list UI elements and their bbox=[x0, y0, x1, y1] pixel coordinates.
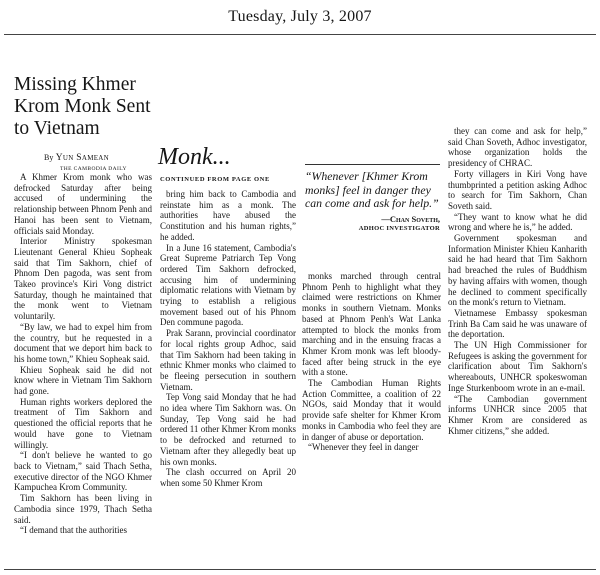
byline-author: Yun Samean bbox=[55, 153, 110, 163]
byline-publication: THE CAMBODIA DAILY bbox=[60, 166, 127, 172]
top-rule bbox=[4, 34, 596, 35]
publication-date: Tuesday, July 3, 2007 bbox=[228, 8, 372, 25]
paragraph: “I demand that the authorities bbox=[20, 525, 127, 536]
paragraph: Human rights workers deplored the treatment of Tim Sakhorn and questioned the official reports that he would have gone to Vietnam willingly. bbox=[14, 396, 152, 450]
pull-quote-role: ADHOC INVESTIGATOR bbox=[358, 224, 440, 232]
headline: Missing Khmer Krom Monk Sent to Vietnam bbox=[14, 74, 151, 139]
paragraph: “By law, we had to expel him from the country, but he requested in a document that we deport him back to his home town,” Khieu Sopheak said. bbox=[14, 321, 152, 364]
paragraph: Interior Ministry spokesman Lieutenant General Khieu Sopheak said that Tim Sakhorn, chief of Phnom Den pagoda, was sent from Takeo province's Kiri Vong district Saturday, though he maintained that the monk went to Vietnam voluntarily. bbox=[14, 236, 152, 322]
bottom-rule bbox=[4, 569, 596, 570]
article-column-2 bbox=[160, 189, 296, 489]
paragraph: The Cambodian Human Rights Action Committee, a coalition of 22 NGOs, said Monday that it would provide safe shelter for Khmer Krom monks in Cambodia who feel they are in danger of abuse or deportation. bbox=[302, 378, 441, 442]
jump-kicker: Monk... bbox=[158, 144, 231, 170]
paragraph: Tim Sakhorn has been living in Cambodia since 1979, Thach Setha said. bbox=[14, 493, 152, 525]
paragraph: A Khmer Krom monk who was defrocked Saturday after being accused of undermining the relationship between Phnom Penh and Hanoi has been sent to Vietnam, officials said Monday. bbox=[14, 172, 152, 236]
byline-by: By bbox=[44, 153, 54, 162]
continued-label: CONTINUED FROM PAGE ONE bbox=[160, 176, 270, 183]
paragraph: monks marched through central Phnom Penh to highlight what they claimed were restrictions on Khmer monks in southern Vietnam. Monks based at Phnom Penh's Wat Lanka attempted to block the monks from marching and in the ensuing fracas a Khmer Krom monk was left bloody-faced after being struck in the eye with a stone. bbox=[302, 271, 441, 378]
pull-quote-source: —Chan Soveth, bbox=[381, 213, 440, 224]
paragraph: Khieu Sopheak said he did not know where in Vietnam Tim Sakhorn had gone. bbox=[14, 364, 152, 397]
paragraph: “Whenever they feel in danger bbox=[308, 442, 419, 453]
paragraph: they can come and ask for help,” said Chan Soveth, Adhoc investigator, whose organization holds the presidency of CHRAC. bbox=[448, 126, 587, 169]
paragraph: Prak Sarann, provincial coordinator for local rights group Adhoc, said that Tim Sakhorn had been taking in ethnic Khmer monks who claimed to be fleeing persecution in southern Vietnam. bbox=[160, 328, 296, 392]
paragraph: Tep Vong said Monday that he had no idea where Tim Sakhorn was. On Sunday, Tep Vong said he had ordered 11 other Khmer Krom monks to be defrocked and returned to Vietnam after they allegedly beat up his own monks. bbox=[160, 392, 296, 467]
paragraph: Forty villagers in Kiri Vong have thumbprinted a petition asking Adhoc to search for Tim Sakhorn, Chan Soveth said. bbox=[448, 168, 587, 211]
paragraph: In a June 16 statement, Cambodia's Great Supreme Patriarch Tep Vong ordered Tim Sakhorn defrocked, accusing him of undermining diplomatic relations with Vietnam by trying to establish a religious movement based out of his Phnom Den commune pagoda. bbox=[160, 242, 296, 328]
article-column-4 bbox=[448, 126, 587, 436]
paragraph: “I don't believe he wanted to go back to Vietnam,” said Thach Setha, executive director of the NGO Khmer Kampuchea Krom Community. bbox=[14, 450, 152, 493]
pull-quote-attribution bbox=[305, 214, 440, 234]
pull-quote-rule bbox=[305, 164, 440, 165]
article-column-1 bbox=[14, 172, 152, 536]
paragraph: Vietnamese Embassy spokesman Trinh Ba Cam said he was unaware of the deportation. bbox=[448, 307, 587, 340]
paragraph: “The Cambodian government informs UNHCR since 2005 that Khmer Krom are considered as Khmer citizens,” she added. bbox=[448, 393, 587, 436]
paragraph: The clash occurred on April 20 when some 50 Khmer Krom bbox=[160, 467, 296, 488]
article-column-3 bbox=[302, 271, 441, 453]
paragraph: bring him back to Cambodia and reinstate him as a monk. The authorities have abused the Constitution and his human rights,” he added. bbox=[160, 189, 296, 242]
paragraph: The UN High Commissioner for Refugees is asking the government for clarification about Tim Sakhorn's whereabouts, UNHCR spokeswoman Inge Sturkenboom wrote in an e-mail. bbox=[448, 340, 587, 393]
pull-quote-text: “Whenever [Khmer Krom monks] feel in danger they can come and ask for help.” bbox=[305, 169, 439, 210]
pull-quote bbox=[305, 170, 440, 266]
paragraph: “They want to know what he did wrong and where he is,” he added. bbox=[448, 211, 587, 233]
paragraph: Government spokesman and Information Minister Khieu Kanharith said he had heard that Tim Sakhorn had breached the rules of Buddhism by having affairs with women, though he declined to comment specifically on the monk's return to Vietnam. bbox=[448, 233, 587, 308]
